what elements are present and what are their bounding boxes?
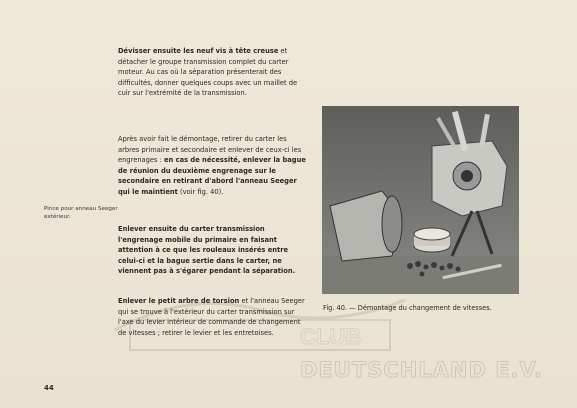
margin-note: Pince pour anneau Seeger extérieur. bbox=[44, 206, 118, 220]
bold-text-run: Dévisser ensuite les neuf vis à tête creuse bbox=[118, 47, 279, 55]
gearbox-disassembly-photo bbox=[322, 106, 519, 294]
figure-caption: Fig. 40. — Démontage du changement de vitesses. bbox=[323, 304, 492, 312]
paragraph-4 bbox=[118, 296, 306, 338]
text-run: Après avoir fait le démontage, retirer du carter les arbres primaire et secondaire et enlever de ceux-ci les engrenages : bbox=[118, 135, 302, 165]
bold-text-run: Enlever ensuite du carter transmission l'engrenage mobile du primaire en faisant attention à ce que les rouleaux insérés entre celui-ci et la bague sertie dans le carter, ne viennent pas à s'égarer pendant la séparation. bbox=[118, 225, 296, 276]
bold-text-run: Enlever le petit arbre de torsion bbox=[118, 297, 240, 305]
text-run: ). bbox=[218, 187, 224, 196]
text-run: et détacher le groupe transmission complet du carter moteur. Au cas où la séparation présenterait des difficultés, donner quelques coups avec un maillet de cuir sur l'extrémité de la transmission. bbox=[118, 47, 298, 98]
watermark-text: DEUTSCHLAND E.V. bbox=[300, 358, 544, 382]
page-number: 44 bbox=[44, 384, 54, 392]
watermark-logo-text: CLUB bbox=[300, 324, 362, 349]
paragraph-1 bbox=[118, 46, 306, 99]
text-run: et l'anneau Seeger qui se trouve à l'extérieur du carter transmission sur l'axe du levier intérieur de commande de changement de vitesses ; retirer le levier et les entretoises. bbox=[118, 297, 305, 337]
paragraph-2 bbox=[118, 134, 306, 198]
paragraph-3 bbox=[118, 224, 306, 277]
figure-reference-link[interactable]: fig. 40 bbox=[197, 187, 219, 196]
text-run: (voir bbox=[177, 187, 198, 196]
figure-40-photo bbox=[322, 106, 519, 294]
bold-text-run: en cas de nécessité, enlever la bague de réunion du deuxième engrenage sur le secondaire en retirant d'abord l'anneau Seeger qui le maintient bbox=[118, 156, 306, 196]
